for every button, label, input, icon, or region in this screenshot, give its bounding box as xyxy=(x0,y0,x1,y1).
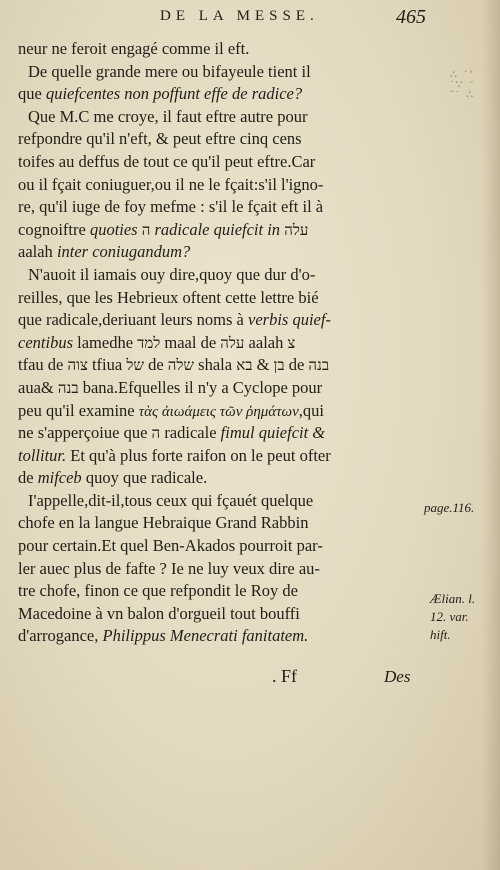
text-line xyxy=(18,151,430,174)
text-line xyxy=(18,106,430,129)
hebrew-word: בנה xyxy=(308,356,330,375)
text-run: N'auoit il iamais ouy dire,quoy que dur d'o- xyxy=(28,264,316,284)
text-run: radicale xyxy=(160,423,221,443)
text-run: d'arrogance, xyxy=(18,626,103,646)
text-run: refpondre qu'il n'eft, & peut eftre cinq cens xyxy=(18,129,302,149)
latin-italic-run: quoties xyxy=(89,219,138,239)
text-run: reilles, que les Hebrieux oftent cette lettre bié xyxy=(18,287,319,307)
text-line xyxy=(18,83,430,106)
text-line xyxy=(18,174,430,197)
text-line xyxy=(18,603,430,626)
text-line xyxy=(18,445,430,468)
text-line xyxy=(18,400,430,423)
text-line xyxy=(18,241,430,264)
text-run: que radicale,deriuant leurs noms à xyxy=(18,310,248,330)
text-run: tfau de xyxy=(18,355,68,375)
latin-italic-run: quiefcentes non poffunt effe de radice? xyxy=(45,84,303,104)
text-run: toifes au deffus de tout ce qu'il peut eftre.Car xyxy=(18,151,316,171)
hebrew-word: של xyxy=(126,356,144,375)
text-run: bana.Efquelles il n'y a Cyclope pour xyxy=(78,377,323,397)
ink-specks: ∴ ˙˚ ˙∵ ¨ ˆ˙ ∴ xyxy=(450,69,476,101)
text-run: aalah xyxy=(18,242,57,262)
margin-note-line: Ælian. l. xyxy=(430,591,476,606)
text-run: ne s'apperçoiue que xyxy=(18,423,152,443)
text-run: Et qu'à plus forte raifon on le peut ofter xyxy=(66,445,331,465)
text-run: ler auec plus de fafte ? Ie ne luy veux dire au- xyxy=(18,558,320,578)
text-run: de xyxy=(18,468,38,488)
signature-mark: . Ff xyxy=(272,666,298,686)
text-run: tfiua xyxy=(87,355,127,375)
text-line xyxy=(18,535,430,558)
text-line xyxy=(18,309,430,332)
text-run: Macedoine à vn balon d'orgueil tout bouffi xyxy=(18,603,300,623)
latin-italic-run: inter coniugandum? xyxy=(56,242,191,262)
body-text xyxy=(18,38,430,648)
text-run: pour certain.Et quel Ben-Akados pourroit par- xyxy=(18,536,323,556)
hebrew-word: ה xyxy=(151,424,161,443)
hebrew-word: עלה xyxy=(220,333,245,352)
hebrew-word: שלה xyxy=(167,356,195,375)
page-edge-shadow xyxy=(482,0,500,870)
margin-note-page-ref: page.116. xyxy=(424,500,475,515)
latin-italic-run: mifceb xyxy=(37,468,82,488)
text-line xyxy=(18,625,430,648)
hebrew-word: בן xyxy=(273,356,285,375)
text-run: maal de xyxy=(160,332,221,352)
text-line xyxy=(18,580,430,603)
text-line xyxy=(18,512,430,535)
text-line xyxy=(18,377,430,400)
text-run: shala xyxy=(194,355,237,375)
text-run: & xyxy=(252,355,274,375)
catchword: Des xyxy=(384,667,411,686)
text-run: lamedhe xyxy=(73,332,138,352)
text-line xyxy=(18,558,430,581)
text-run: de xyxy=(284,355,309,375)
latin-italic-run: fimul quiefcit & xyxy=(220,423,326,443)
text-line xyxy=(18,264,430,287)
text-run: chofe en la langue Hebraique Grand Rabbin xyxy=(18,513,309,533)
text-line xyxy=(18,354,430,377)
text-line xyxy=(18,219,430,242)
text-run: re, qu'il iuge de foy mefme : s'il le fçait eft il à xyxy=(18,197,324,217)
text-line xyxy=(18,490,430,513)
text-line xyxy=(18,467,430,490)
hebrew-word: בנה xyxy=(57,378,79,397)
hebrew-word: למד xyxy=(137,333,161,352)
text-line xyxy=(18,128,430,151)
text-line xyxy=(18,61,430,84)
text-run: de xyxy=(143,355,168,375)
margin-note-line: hift. xyxy=(430,627,451,642)
text-run: I'appelle,dit-il,tous ceux qui fçauét quelque xyxy=(28,490,314,510)
hebrew-word: בא xyxy=(236,356,253,375)
text-run: quoy que radicale. xyxy=(81,468,208,488)
greek-phrase: τὰς ἀιωάμεις τῶν ῥημάτων xyxy=(138,403,299,420)
page-header xyxy=(0,2,500,32)
margin-note-aelian xyxy=(430,590,475,644)
text-run: que xyxy=(18,84,46,104)
hebrew-word: עלה xyxy=(284,220,309,239)
text-run: ,qui xyxy=(298,400,325,420)
text-line xyxy=(18,38,430,61)
text-run: tre chofe, finon ce que refpondit le Roy de xyxy=(18,581,298,601)
latin-italic-run: centibus xyxy=(18,332,73,352)
hebrew-word: צ xyxy=(287,333,296,352)
text-run: aua& xyxy=(18,377,58,397)
text-line xyxy=(18,422,430,445)
latin-italic-run: tollitur. xyxy=(18,445,67,465)
latin-italic-run: verbis quief- xyxy=(248,310,331,330)
hebrew-word: צוה xyxy=(67,356,88,375)
text-line xyxy=(18,332,430,355)
latin-italic-run: Philippus Menecrati fanitatem. xyxy=(102,626,309,646)
text-run: cognoiftre xyxy=(18,219,90,239)
text-run: Que M.C me croye, il faut eftre autre pour xyxy=(28,106,308,126)
hebrew-word: ה xyxy=(141,220,151,239)
latin-italic-run: radicale quiefcit in xyxy=(154,219,281,239)
text-run: ou il fçait coniuguer,ou il ne le fçait:s'il l'igno- xyxy=(18,174,324,194)
text-run: neur ne feroit engagé comme il eft. xyxy=(18,39,250,58)
text-line xyxy=(18,196,430,219)
margin-note-line: 12. var. xyxy=(430,609,469,624)
text-line xyxy=(18,287,430,310)
text-run: aalah xyxy=(244,332,288,352)
running-head: DE LA MESSE. xyxy=(160,8,319,24)
page-number: 465 xyxy=(396,6,426,28)
text-run: peu qu'il examine xyxy=(18,400,139,420)
text-run: De quelle grande mere ou bifayeule tient il xyxy=(28,61,311,81)
